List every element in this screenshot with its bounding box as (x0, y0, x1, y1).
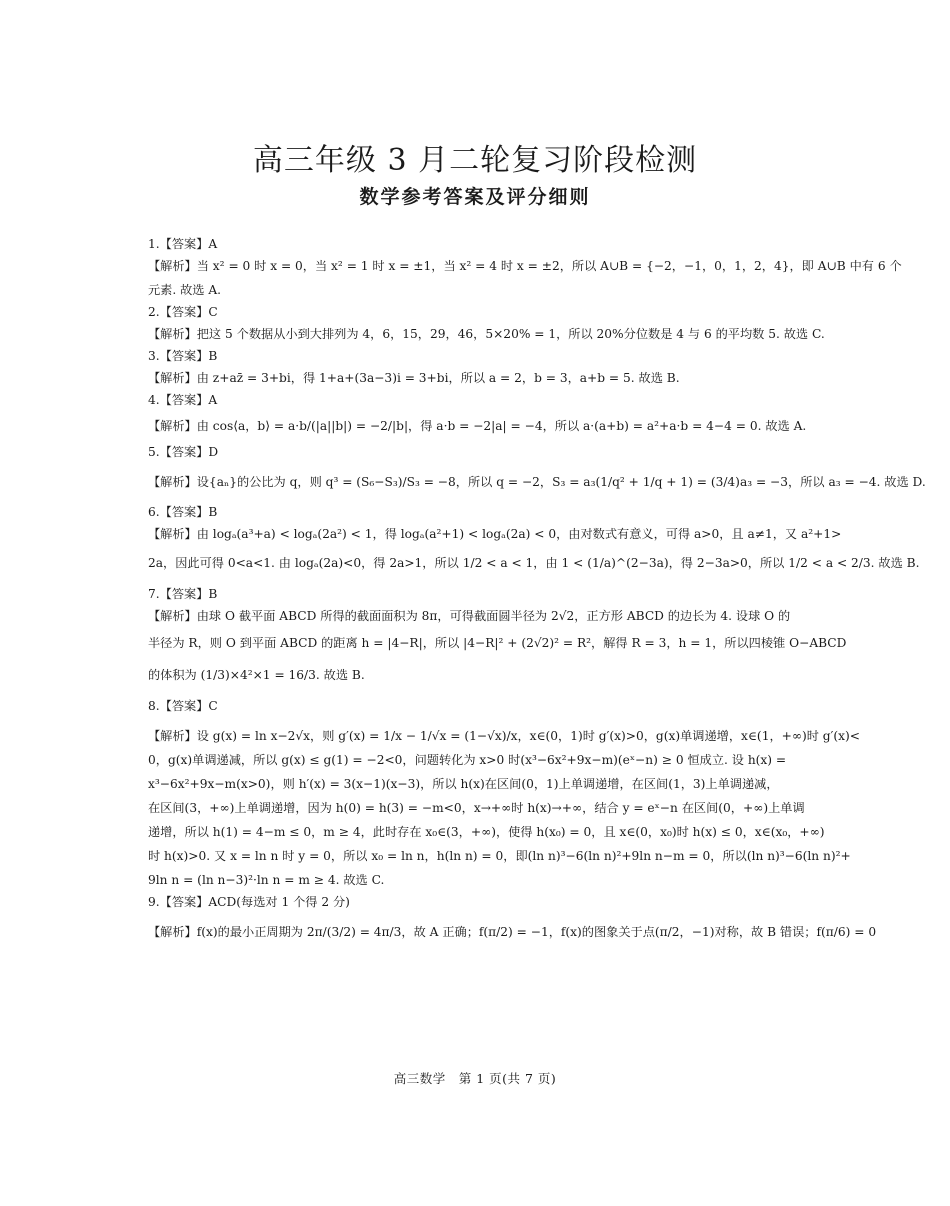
solution-line: 的体积为 (1/3)×4²×1 = 16/3. 故选 B. (148, 668, 365, 682)
solution-line: x³−6x²+9x−m(x>0)，则 h′(x) = 3(x−1)(x−3)，所以 h(x)在区间(0，1)上单调递增，在区间(1，3)上单调递减， (148, 777, 779, 791)
solution-line: 【解析】f(x)的最小正周期为 2π/(3/2) = 4π/3，故 A 正确；f(π/2) = −1，f(x)的图象关于点(π/2，−1)对称，故 B 错误；f(π/6) = 0 (148, 925, 877, 939)
solution-line: 【解析】由 cos⟨a，b⟩ = a·b/(|a||b|) = −2/|b|，得 a·b = −2|a| = −4，所以 a·(a+b) = a²+a·b = 4−4 = 0. 故选 A. (148, 419, 807, 433)
solution-6 (148, 522, 920, 580)
solution-line: 时 h(x)>0. 又 x = ln n 时 y = 0，所以 x₀ = ln n，h(ln n) = 0，即(ln n)³−6(ln n)²+9ln n−m = 0，所以(ln n)³−6(ln n)²+ (148, 849, 851, 863)
solution-line: 0，g(x)单调递减，所以 g(x) ≤ g(1) = −2<0，问题转化为 x>0 时(x³−6x²+9x−m)(eˣ−n) ≥ 0 恒成立. 设 h(x) = (148, 753, 787, 767)
solution-2 (148, 322, 825, 346)
answer-2: 2.【答案】C (148, 305, 218, 319)
solution-line: 9ln n = (ln n−3)²·ln n = m ≥ 4. 故选 C. (148, 873, 385, 887)
solution-9 (148, 920, 877, 944)
solution-line: 【解析】由 logₐ(a³+a) < logₐ(2a²) < 1，得 logₐ(a²+1) < logₐ(2a) < 0，由对数式有意义，可得 a>0，且 a≠1，又 a²+1> (148, 527, 842, 541)
solution-line: 【解析】由球 O 截平面 ABCD 所得的截面面积为 8π，可得截面圆半径为 2√2，正方形 ABCD 的边长为 4. 设球 O 的 (148, 609, 791, 623)
solution-3 (148, 366, 808, 390)
solution-8 (148, 724, 860, 892)
page-subtitle: 数学参考答案及评分细则 (359, 186, 591, 208)
answer-list (148, 234, 926, 944)
solution-line: 【解析】设 g(x) = ln x−2√x，则 g′(x) = 1/x − 1/√x = (1−√x)/x，x∈(0，1)时 g′(x)>0，g(x)单调递增，x∈(1，+∞)时 g′(x)< (148, 729, 860, 743)
answer-7: 7.【答案】B (148, 587, 218, 601)
page-title: 高三年级 3 月二轮复习阶段检测 (252, 143, 698, 178)
answer-8: 8.【答案】C (148, 699, 218, 713)
solution-line: 半径为 R，则 O 到平面 ABCD 的距离 h = |4−R|，所以 |4−R|² + (2√2)² = R²，解得 R = 3，h = 1，所以四棱锥 O−ABCD (148, 636, 847, 650)
solution-7 (148, 604, 847, 692)
solution-line: 【解析】把这 5 个数据从小到大排列为 4，6，15，29，46，5×20% = 1，所以 20%分位数是 4 与 6 的平均数 5. 故选 C. (148, 327, 825, 341)
answer-5: 5.【答案】D (148, 445, 219, 459)
solution-1 (148, 254, 902, 302)
answer-6: 6.【答案】B (148, 505, 218, 519)
answer-9: 9.【答案】ACD(每选对 1 个得 2 分) (148, 895, 350, 909)
solution-line: 在区间(3，+∞)上单调递增，因为 h(0) = h(3) = −m<0，x→+∞时 h(x)→+∞，结合 y = eˣ−n 在区间(0，+∞)上单调 (148, 801, 805, 815)
solution-line: 元素. 故选 A. (148, 283, 222, 297)
solution-line: 【解析】当 x² = 0 时 x = 0，当 x² = 1 时 x = ±1，当 x² = 4 时 x = ±2，所以 A∪B = {−2，−1，0，1，2，4}，即 A∪B 中有 6 个 (148, 259, 902, 273)
solution-4 (148, 414, 808, 438)
solution-line: 2a，因此可得 0<a<1. 由 logₐ(2a)<0，得 2a>1，所以 1/2 < a < 1，由 1 < (1/a)^(2−3a)，得 2−3a>0，所以 1/2 < a < 2/3. 故选 B. (148, 556, 920, 570)
solution-line: 【解析】由 z+az̄ = 3+bi，得 1+a+(3a−3)i = 3+bi，所以 a = 2，b = 3，a+b = 5. 故选 B. (148, 371, 680, 385)
answer-1: 1.【答案】A (148, 237, 218, 251)
solution-line: 递增，所以 h(1) = 4−m ≤ 0，m ≥ 4，此时存在 x₀∈(3，+∞)，使得 h(x₀) = 0，且 x∈(0，x₀)时 h(x) ≤ 0，x∈(x₀，+∞) (148, 825, 825, 839)
solution-line: 【解析】设{aₙ}的公比为 q，则 q³ = (S₆−S₃)/S₃ = −8，所以 q = −2，S₃ = a₃(1/q² + 1/q + 1) = (3/4)a₃ = −3，所以 a₃ = −4. 故选 D. (148, 475, 926, 489)
answer-3: 3.【答案】B (148, 349, 218, 363)
answer-4: 4.【答案】A (148, 393, 218, 407)
page-footer: 高三数学 第 1 页(共 7 页) (393, 1071, 557, 1086)
solution-5 (148, 470, 926, 494)
